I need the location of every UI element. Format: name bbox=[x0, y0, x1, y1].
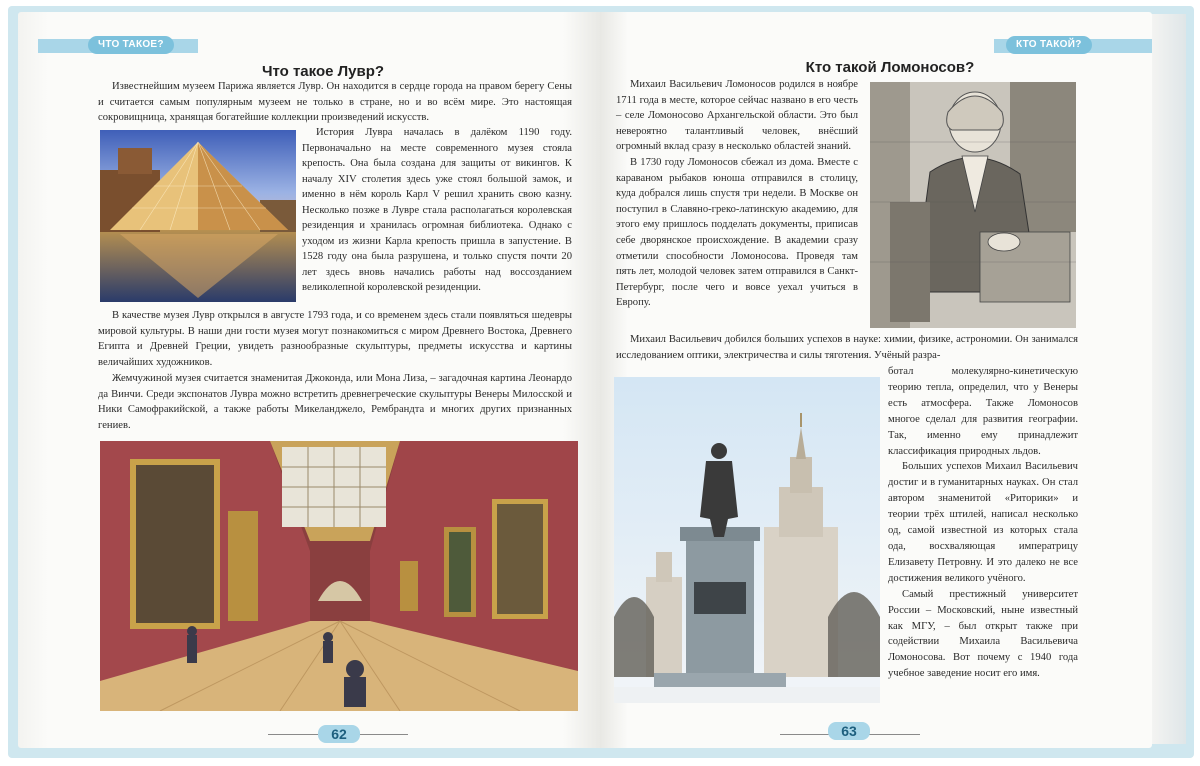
page-edges bbox=[1150, 14, 1186, 744]
page-number-right: 63 bbox=[828, 722, 870, 740]
bio-paragraph-1: Михаил Васильевич Ломоносов родился в ноябре 1711 года в месте, которое сейчас названо в его честь – селе Ломоносово Архангельской области. Это был невероятно талантливый человек, внёсший огромный вклад сразу в несколько областей знаний. bbox=[616, 79, 858, 153]
left-page bbox=[18, 12, 600, 748]
museum-paragraph bbox=[98, 308, 572, 434]
gallery-illustration bbox=[100, 441, 578, 711]
louvre-gallery-photo bbox=[100, 441, 578, 711]
museum-text: В качестве музея Лувр открылся в августе 1793 года, и со временем здесь стали появляться шедевры мировой культуры. В наши дни гости музея могут познакомиться с миром Древнего Востока, Древнего Египта и Древней Греции, увидеть разнообразные скульптуры, предметы искусства и картины величайших художников. bbox=[98, 310, 572, 369]
page-number-left: 62 bbox=[318, 725, 360, 743]
page-title-right: Кто такой Ломоносов? bbox=[805, 59, 975, 76]
section-label-left: ЧТО ТАКОЕ? bbox=[88, 36, 174, 54]
university-paragraph: Самый престижный университет России – Московский, ныне известный как МГУ, – был открыт также при содействии Михаила Васильевича Ломоносова. Вот почему с 1940 года учебное заведение носит его имя. bbox=[888, 588, 1078, 680]
right-page bbox=[600, 12, 1152, 748]
louvre-pyramid-photo bbox=[100, 130, 296, 302]
right-column bbox=[888, 364, 1078, 682]
portrait-illustration bbox=[870, 82, 1076, 328]
page-title-left: Что такое Лувр? bbox=[261, 63, 385, 80]
gioconda-text: Жемчужиной музея считается знаменитая Джоконда, или Мона Лиза, – загадочная картина Леонардо да Винчи. Среди экспонатов Лувра можно встретить древнегреческие скульптуры Венеры Милосской и Ники Самофракийской, а также работы Микеланджело, Рембрандта и многих других признанных гениев. bbox=[98, 372, 572, 431]
lomonosov-monument-photo bbox=[614, 377, 880, 703]
intro-paragraph bbox=[98, 79, 572, 126]
monument-illustration bbox=[614, 377, 880, 703]
science-text-a: Михаил Васильевич добился больших успехов в науке: химии, физике, астрономии. Он занимался исследованием оптики, электричества и силы тяготения. Учёный разра- bbox=[616, 334, 1078, 361]
intro-text: Известнейшим музеем Парижа является Лувр. Он находится в сердце города на правом берегу Сены и считается самым популярным музеем не только в стране, но и во всём мире. Это настоящая сокровищница, хранящая богатейшие коллекции произведений искусств. bbox=[98, 81, 572, 124]
science-text-b: ботал молекулярно-кинетическую теорию тепла, определил, что у Венеры есть атмосфера. Также Ломоносов многое сделал для развития географии. Так, именно ему принадлежит классификация природных льдов. bbox=[888, 366, 1078, 457]
science-paragraph bbox=[616, 332, 1078, 364]
bio-column bbox=[616, 77, 858, 311]
lomonosov-portrait bbox=[870, 82, 1076, 328]
history-text: История Лувра началась в далёком 1190 году. Первоначально на месте современного музея стояла крепость. Она была создана для защиты от викингов. К началу XIV столетия здесь уже стоял большой замок, и именно в нём король Карл V решил хранить свою казну. Несколько позже в Лувре стала располагаться королевская резиденция и хранилась огромная библиотека. Однако с уходом из жизни Карла крепость пришла в запустение. В 1528 году она была разрушена, и только спустя почти 20 лет здесь вновь начались работы над воссозданием великолепной королевской резиденции. bbox=[302, 127, 572, 293]
bio-paragraph-2: В 1730 году Ломоносов сбежал из дома. Вместе с караваном рыбаков юноша отправился в столицу, куда добрался лишь спустя три недели. В Москве он поступил в Славяно-греко-латинскую академию, для этого ему пришлось подделать документы, приписав себе дворянское происхождение. В академии сразу отметили способности Ломоносова. Проведя там пять лет, молодой человек затем отправился в Санкт-Петербург, после чего и вовсе уехал учиться в Европу. bbox=[616, 156, 858, 309]
humanities-paragraph: Больших успехов Михаил Васильевич достиг и в гуманитарных науках. Он стал автором знаменитой «Риторики» и теории трёх штилей, написал несколько од, самой известной из которых стала ода, восхваляющая императрицу Елизавету Петровну. И это далеко не все достижения великого учёного. bbox=[888, 461, 1078, 584]
section-label-right: КТО ТАКОЙ? bbox=[1006, 36, 1092, 54]
pyramid-illustration bbox=[100, 130, 296, 302]
history-paragraph bbox=[302, 125, 572, 296]
